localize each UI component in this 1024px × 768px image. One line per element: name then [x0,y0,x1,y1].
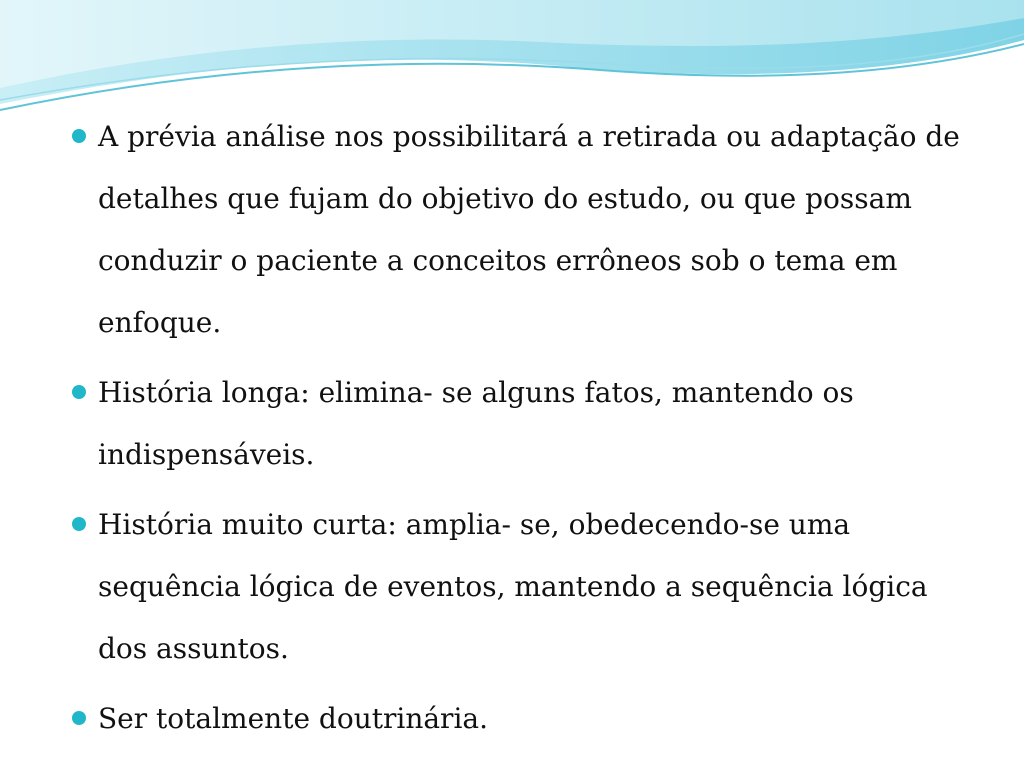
header-wave-decoration [0,0,1024,120]
bullet-item-1 [72,106,972,354]
bullet-text-4: Ser totalmente doutrinária. [98,702,488,735]
bullet-dot-icon [72,517,86,531]
bullet-list [72,106,972,758]
bullet-dot-icon [72,711,86,725]
bullet-text-2: História longa: elimina- se alguns fatos, mantendo os indispensáveis. [98,376,854,471]
bullet-item-2 [72,362,972,486]
bullet-text-3: História muito curta: amplia- se, obedecendo-se uma sequência lógica de eventos, mantendo a sequência lógica dos assuntos. [98,508,928,665]
bullet-item-4 [72,688,972,750]
bullet-dot-icon [72,385,86,399]
bullet-text-1: A prévia análise nos possibilitará a retirada ou adaptação de detalhes que fujam do objetivo do estudo, ou que possam conduzir o paciente a conceitos errôneos sob o tema em enfoque. [98,120,960,339]
bullet-dot-icon [72,129,86,143]
bullet-item-3 [72,494,972,680]
